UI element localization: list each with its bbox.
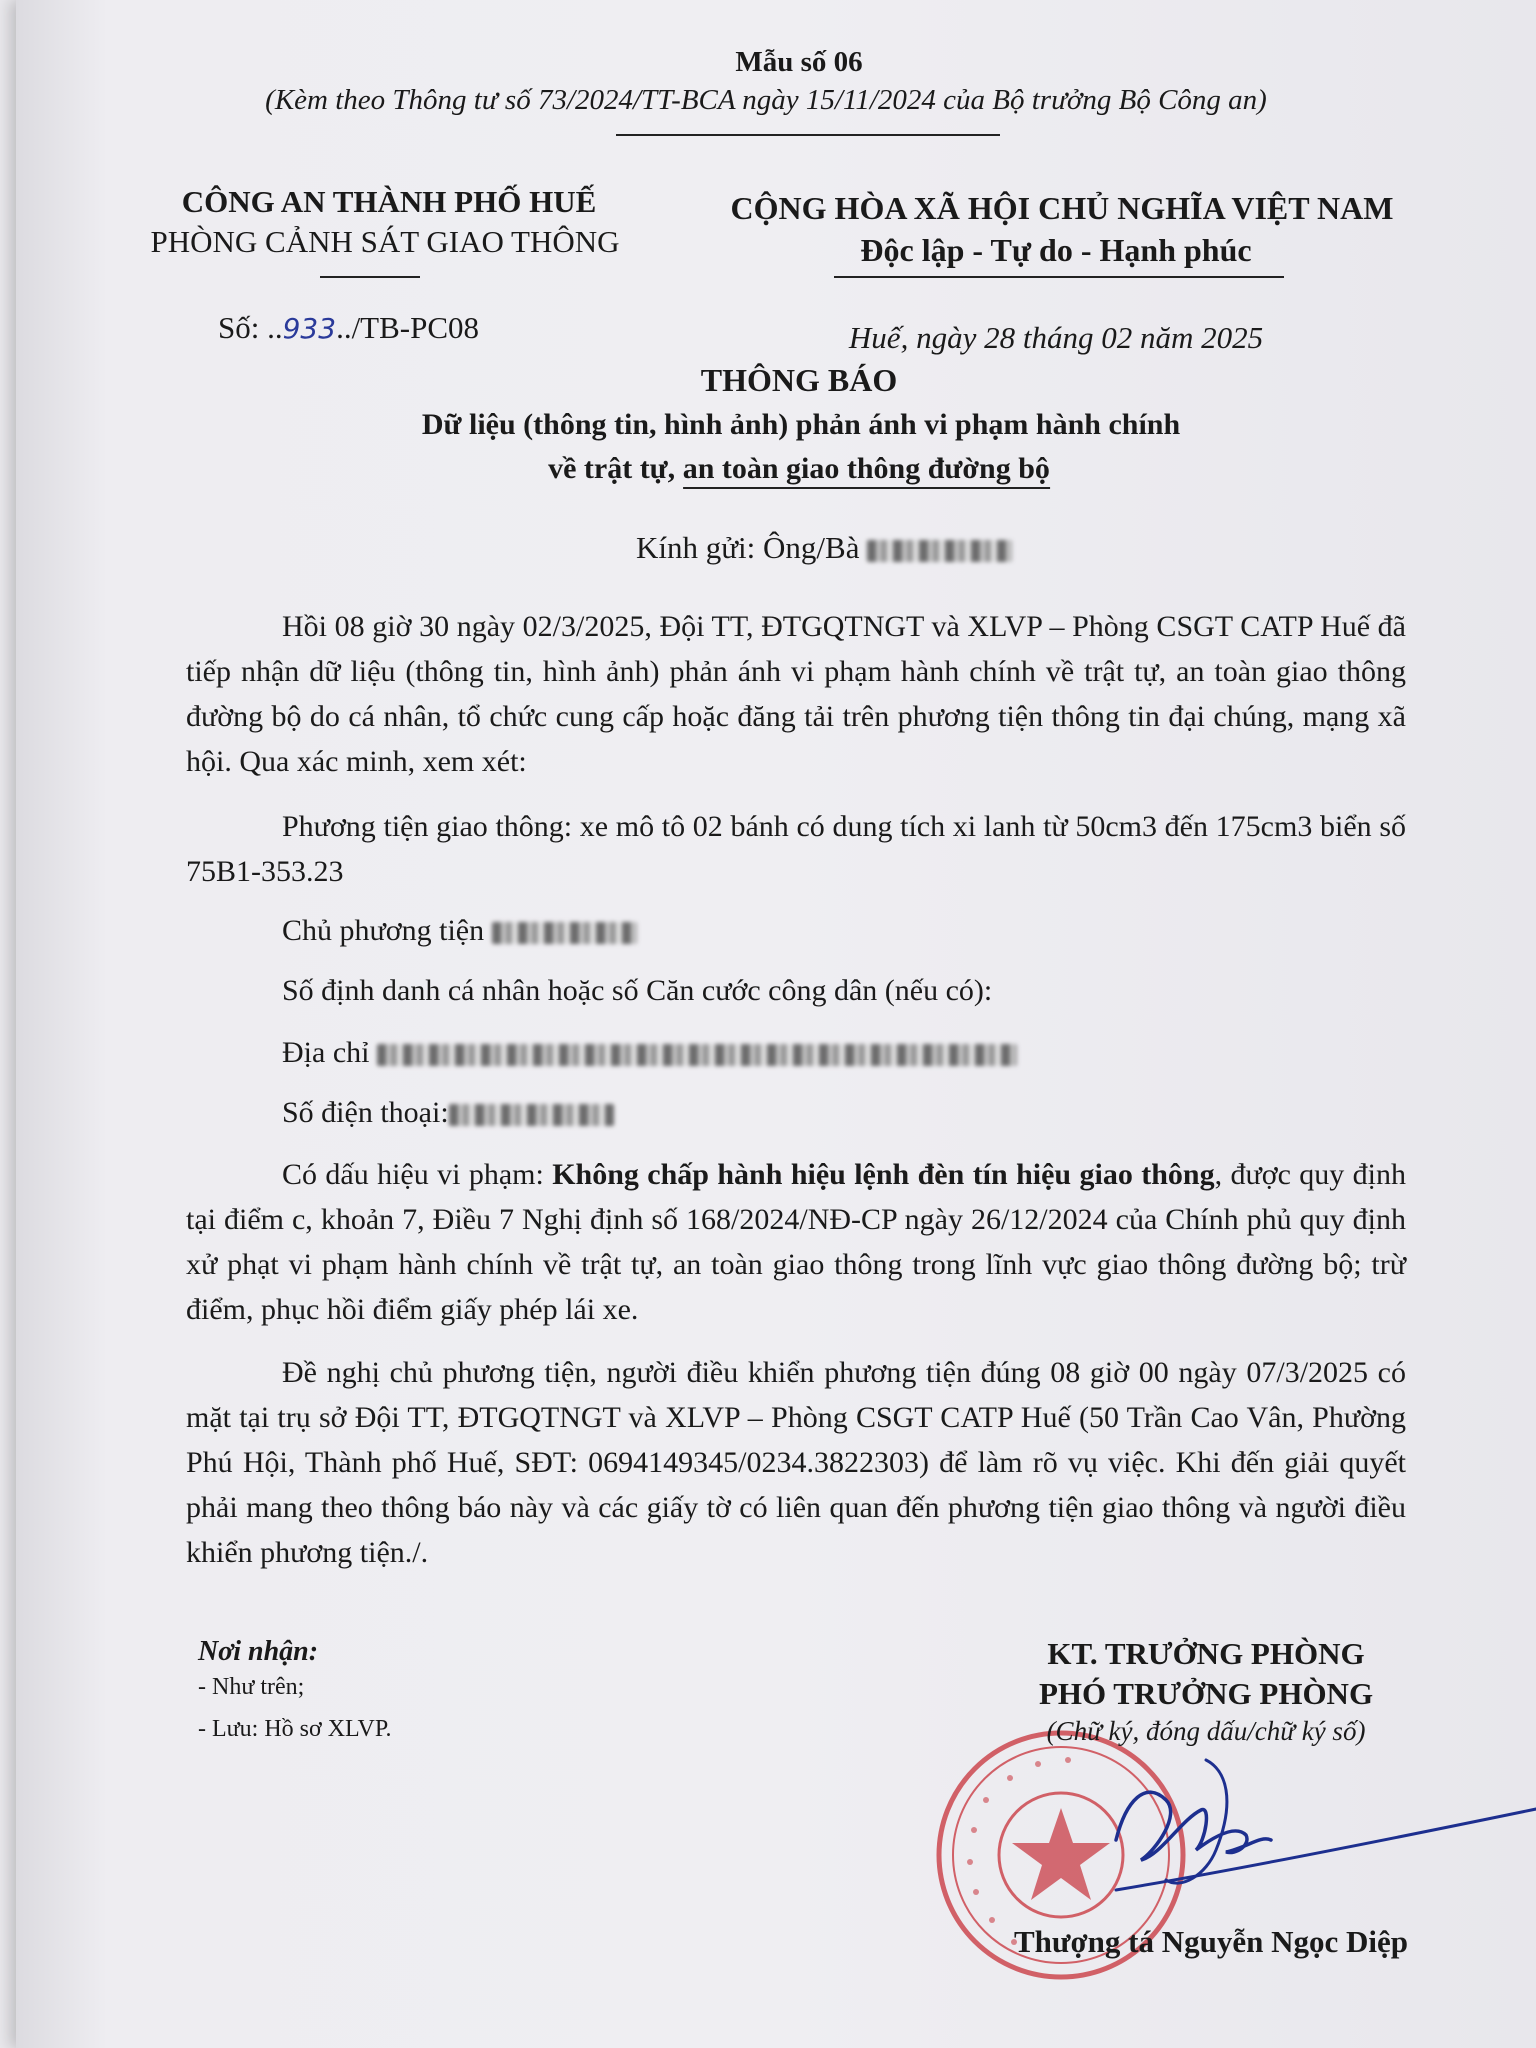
- doc-number: Số: ..933../TB-PC08: [218, 310, 480, 345]
- owner-line: Chủ phương tiện: [282, 908, 637, 953]
- national-motto: Độc lập - Tự do - Hạnh phúc: [860, 232, 1252, 268]
- nation-name: CỘNG HÒA XÃ HỘI CHỦ NGHĨA VIỆT NAM: [730, 190, 1394, 226]
- doc-subtitle-1: Dữ liệu (thông tin, hình ảnh) phản ánh vi phạm hành chính: [421, 408, 1181, 441]
- agency-name: PHÒNG CẢNH SÁT GIAO THÔNG: [150, 224, 620, 259]
- place-date: Huế, ngày 28 tháng 02 năm 2025: [848, 320, 1264, 355]
- signer-name: Thượng tá Nguyễn Ngọc Diệp: [1013, 1924, 1409, 1959]
- sign-title-1: KT. TRƯỞNG PHÒNG: [1047, 1636, 1365, 1671]
- form-number: Mẫu số 06: [735, 46, 863, 78]
- body-paragraph-1: Hồi 08 giờ 30 ngày 02/3/2025, Đội TT, ĐTGQTNGT và XLVP – Phòng CSGT CATP Huế đã tiếp nhận dữ liệu (thông tin, hình ảnh) phản ánh vi phạm hành chính về trật tự, an toàn giao thông đường bộ do cá nhân, tổ chức cung cấp hoặc đăng tải trên phương tiện thông tin đại chúng, mạng xã hội. Qua xác minh, xem xét:: [186, 610, 1406, 778]
- motto-rule: [834, 276, 1284, 278]
- doc-title: THÔNG BÁO: [700, 362, 898, 398]
- address-line: Địa chỉ: [282, 1030, 1017, 1075]
- id-line: Số định danh cá nhân hoặc số Căn cước công dân (nếu có):: [282, 974, 993, 1007]
- redacted-phone: [449, 1104, 614, 1126]
- header-rule: [616, 134, 1000, 136]
- recipient-item-1: - Như trên;: [198, 1674, 305, 1700]
- recipient-item-2: - Lưu: Hồ sơ XLVP.: [198, 1716, 392, 1742]
- sign-title-2: PHÓ TRƯỞNG PHÒNG: [1038, 1676, 1374, 1711]
- agency-parent: CÔNG AN THÀNH PHỐ HUẾ: [181, 184, 597, 219]
- recipient-line: Kính gửi: Ông/Bà: [636, 530, 1012, 566]
- handwritten-signature: [1086, 1740, 1536, 1910]
- body-paragraph-2: Phương tiện giao thông: xe mô tô 02 bánh có dung tích xi lanh từ 50cm3 đến 175cm3 biển số 75B1-353.23: [186, 810, 1406, 888]
- doc-subtitle-2: về trật tự, an toàn giao thông đường bộ: [548, 452, 1050, 486]
- phone-line: Số điện thoại:: [282, 1090, 614, 1135]
- redacted-name: [867, 540, 1012, 562]
- document-page: [16, 0, 1536, 2048]
- agency-rule: [320, 276, 420, 278]
- attachment-note: (Kèm theo Thông tư số 73/2024/TT-BCA ngày 15/11/2024 của Bộ trưởng Bộ Công an): [265, 84, 1267, 116]
- recipients-title: Nơi nhận:: [198, 1636, 319, 1667]
- violation-paragraph: Có dấu hiệu vi phạm: Không chấp hành hiệu lệnh đèn tín hiệu giao thông, được quy định tại điểm c, khoản 7, Điều 7 Nghị định số 168/2024/NĐ-CP ngày 26/12/2024 của Chính phủ quy định xử phạt vi phạm hành chính về trật tự, an toàn giao thông trong lĩnh vực giao thông đường bộ; trừ điểm, phục hồi điểm giấy phép lái xe.: [186, 1158, 1407, 1326]
- violation-description: Không chấp hành hiệu lệnh đèn tín hiệu giao thông: [552, 1158, 1215, 1191]
- redacted-address: [377, 1044, 1017, 1066]
- request-paragraph: Đề nghị chủ phương tiện, người điều khiển phương tiện đúng 08 giờ 00 ngày 07/3/2025 có mặt tại trụ sở Đội TT, ĐTGQTNGT và XLVP – Phòng CSGT CATP Huế (50 Trần Cao Vân, Phường Phú Hội, Thành phố Huế, SĐT: 0694149345/0234.3822303) để làm rõ vụ việc. Khi đến giải quyết phải mang theo thông báo này và các giấy tờ có liên quan đến phương tiện giao thông và người điều khiển phương tiện./.: [186, 1356, 1406, 1569]
- sign-note: (Chữ ký, đóng dấu/chữ ký số): [1046, 1716, 1366, 1746]
- redacted-owner: [492, 922, 637, 944]
- handwritten-number: 933: [282, 312, 337, 345]
